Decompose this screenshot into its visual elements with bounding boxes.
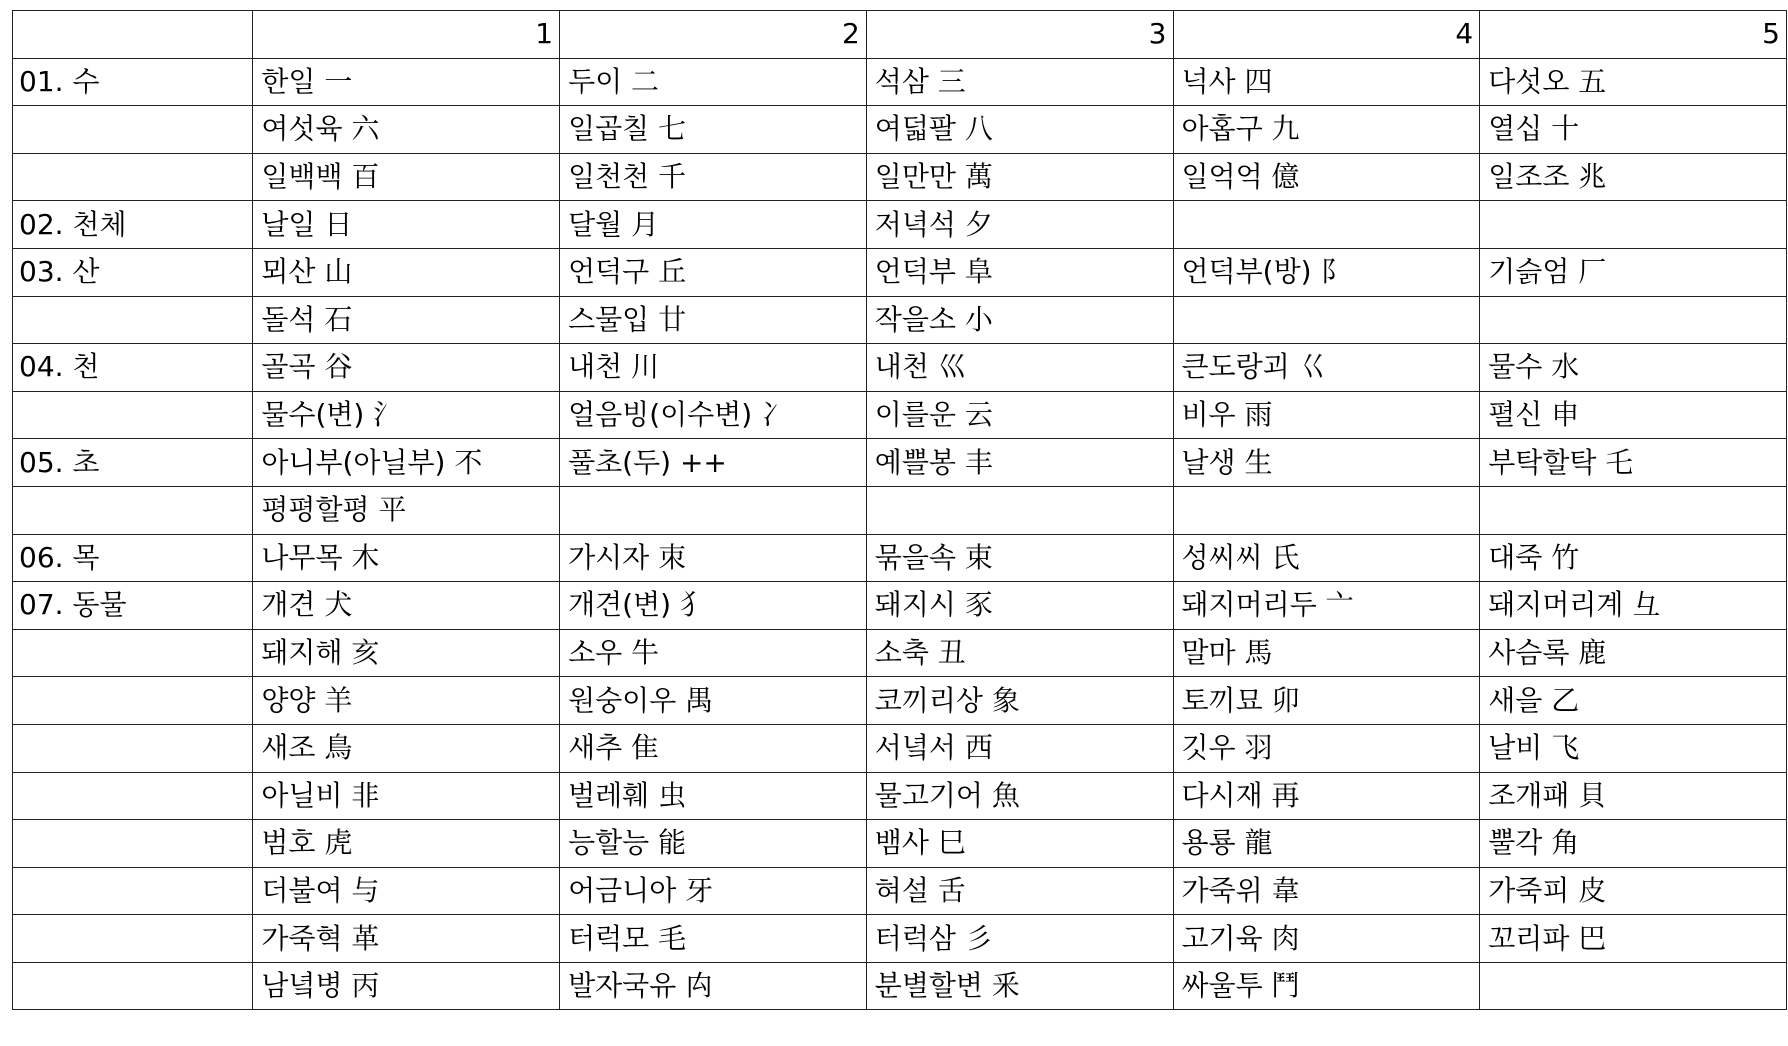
table-row	[13, 867, 1787, 915]
table-cell[interactable]: 물고기어 魚	[866, 772, 1173, 820]
category-cell[interactable]: 01. 수	[13, 58, 253, 106]
category-cell[interactable]	[13, 962, 253, 1010]
category-cell[interactable]	[13, 820, 253, 868]
table-cell[interactable]	[1173, 296, 1480, 344]
table-cell[interactable]: 언덕구 丘	[560, 248, 867, 296]
table-row	[13, 677, 1787, 725]
table-cell[interactable]: 벌레훼 虫	[560, 772, 867, 820]
table-cell[interactable]: 언덕부(방) 阝	[1173, 248, 1480, 296]
table-cell[interactable]: 용룡 龍	[1173, 820, 1480, 868]
table-cell[interactable]: 날일 日	[253, 201, 560, 249]
table-row	[13, 486, 1787, 534]
table-cell[interactable]: 큰도랑괴 巜	[1173, 344, 1480, 392]
table-cell[interactable]: 비우 雨	[1173, 391, 1480, 439]
table-cell[interactable]: 양양 羊	[253, 677, 560, 725]
table-row	[13, 201, 1787, 249]
table-row	[13, 153, 1787, 201]
spreadsheet-grid	[12, 10, 1787, 1010]
table-row	[13, 58, 1787, 106]
table-cell[interactable]: 일조조 兆	[1480, 153, 1787, 201]
table-row	[13, 962, 1787, 1010]
header-cell-col-5[interactable]: 5	[1480, 11, 1787, 59]
table-cell[interactable]: 개견(변) 犭	[560, 582, 867, 630]
table-row	[13, 629, 1787, 677]
table-cell[interactable]: 스물입 廿	[560, 296, 867, 344]
category-cell[interactable]: 03. 산	[13, 248, 253, 296]
category-cell[interactable]: 02. 천체	[13, 201, 253, 249]
table-cell[interactable]: 한일 一	[253, 58, 560, 106]
table-cell[interactable]: 다시재 再	[1173, 772, 1480, 820]
table-cell[interactable]: 저녁석 夕	[866, 201, 1173, 249]
category-cell[interactable]: 05. 초	[13, 439, 253, 487]
table-cell[interactable]: 날비 飞	[1480, 724, 1787, 772]
table-cell[interactable]: 서녘서 西	[866, 724, 1173, 772]
table-cell[interactable]: 여덟팔 八	[866, 106, 1173, 154]
category-cell[interactable]	[13, 724, 253, 772]
table-cell[interactable]: 혀설 舌	[866, 867, 1173, 915]
table-cell[interactable]: 새추 隹	[560, 724, 867, 772]
category-cell[interactable]	[13, 391, 253, 439]
table-cell[interactable]: 깃우 羽	[1173, 724, 1480, 772]
category-cell[interactable]	[13, 106, 253, 154]
table-cell[interactable]: 풀초(두) ++	[560, 439, 867, 487]
table-cell[interactable]: 돼지해 亥	[253, 629, 560, 677]
table-cell[interactable]: 뫼산 山	[253, 248, 560, 296]
table-row	[13, 534, 1787, 582]
table-cell[interactable]: 말마 馬	[1173, 629, 1480, 677]
table-cell[interactable]: 내천 川	[560, 344, 867, 392]
table-row	[13, 391, 1787, 439]
category-cell[interactable]	[13, 677, 253, 725]
table-cell[interactable]: 얼음빙(이수변) 冫	[560, 391, 867, 439]
table-cell[interactable]: 고기육 肉	[1173, 915, 1480, 963]
table-cell[interactable]: 남녘병 丙	[253, 962, 560, 1010]
table-cell[interactable]: 펼신 申	[1480, 391, 1787, 439]
table-cell[interactable]: 일천천 千	[560, 153, 867, 201]
table-cell[interactable]: 뿔각 角	[1480, 820, 1787, 868]
table-cell[interactable]	[1173, 201, 1480, 249]
table-cell[interactable]: 일만만 萬	[866, 153, 1173, 201]
table-cell[interactable]: 성씨씨 氏	[1173, 534, 1480, 582]
table-cell[interactable]: 돼지머리계 彑	[1480, 582, 1787, 630]
table-cell[interactable]: 일백백 百	[253, 153, 560, 201]
table-cell[interactable]: 아닐비 非	[253, 772, 560, 820]
header-cell-col-2[interactable]: 2	[560, 11, 867, 59]
table-cell[interactable]: 분별할변 釆	[866, 962, 1173, 1010]
table-cell[interactable]: 가죽위 韋	[1173, 867, 1480, 915]
table-cell[interactable]: 돼지머리두 亠	[1173, 582, 1480, 630]
table-row	[13, 820, 1787, 868]
table-cell[interactable]: 달월 月	[560, 201, 867, 249]
table-cell[interactable]: 가죽피 皮	[1480, 867, 1787, 915]
table-cell[interactable]: 일억억 億	[1173, 153, 1480, 201]
table-cell[interactable]: 대죽 竹	[1480, 534, 1787, 582]
table-cell[interactable]: 조개패 貝	[1480, 772, 1787, 820]
table-cell[interactable]: 아니부(아닐부) 不	[253, 439, 560, 487]
table-cell[interactable]: 물수 水	[1480, 344, 1787, 392]
table-cell[interactable]: 작을소 小	[866, 296, 1173, 344]
table-cell[interactable]: 부탁할탁 乇	[1480, 439, 1787, 487]
category-cell[interactable]	[13, 629, 253, 677]
table-cell[interactable]: 돌석 石	[253, 296, 560, 344]
table-row	[13, 296, 1787, 344]
table-row	[13, 582, 1787, 630]
table-cell[interactable]	[1480, 486, 1787, 534]
table-cell[interactable]: 아홉구 九	[1173, 106, 1480, 154]
category-cell[interactable]	[13, 296, 253, 344]
category-cell[interactable]: 04. 천	[13, 344, 253, 392]
table-cell[interactable]: 사슴록 鹿	[1480, 629, 1787, 677]
table-cell[interactable]: 넉사 四	[1173, 58, 1480, 106]
table-cell[interactable]: 내천 巛	[866, 344, 1173, 392]
header-cell-corner[interactable]	[13, 11, 253, 59]
table-cell[interactable]: 발자국유 禸	[560, 962, 867, 1010]
table-cell[interactable]: 꼬리파 巴	[1480, 915, 1787, 963]
table-cell[interactable]: 원숭이우 禺	[560, 677, 867, 725]
table-cell[interactable]: 여섯육 六	[253, 106, 560, 154]
table-cell[interactable]: 가시자 朿	[560, 534, 867, 582]
table-cell[interactable]	[1480, 962, 1787, 1010]
table-row	[13, 915, 1787, 963]
category-cell[interactable]: 06. 목	[13, 534, 253, 582]
table-cell[interactable]: 싸울투 鬥	[1173, 962, 1480, 1010]
table-cell[interactable]: 터럭모 毛	[560, 915, 867, 963]
table-row	[13, 772, 1787, 820]
category-cell[interactable]	[13, 915, 253, 963]
table-cell[interactable]: 뱀사 巳	[866, 820, 1173, 868]
table-cell[interactable]: 터럭삼 彡	[866, 915, 1173, 963]
header-row	[13, 11, 1787, 59]
table-row	[13, 724, 1787, 772]
category-cell[interactable]: 07. 동물	[13, 582, 253, 630]
table-row	[13, 344, 1787, 392]
table-cell[interactable]	[1480, 296, 1787, 344]
table-row	[13, 106, 1787, 154]
table-cell[interactable]	[1173, 486, 1480, 534]
table-cell[interactable]: 코끼리상 象	[866, 677, 1173, 725]
table-cell[interactable]: 나무목 木	[253, 534, 560, 582]
table-cell[interactable]: 범호 虎	[253, 820, 560, 868]
table-cell[interactable]: 기슭엄 厂	[1480, 248, 1787, 296]
table-cell[interactable]: 가죽혁 革	[253, 915, 560, 963]
header-cell-col-4[interactable]: 4	[1173, 11, 1480, 59]
header-cell-col-1[interactable]: 1	[253, 11, 560, 59]
table-cell[interactable]: 소우 牛	[560, 629, 867, 677]
table-cell[interactable]: 다섯오 五	[1480, 58, 1787, 106]
table-cell[interactable]	[1480, 201, 1787, 249]
table-cell[interactable]: 능할능 能	[560, 820, 867, 868]
table-cell[interactable]: 새조 鳥	[253, 724, 560, 772]
table-cell[interactable]: 두이 二	[560, 58, 867, 106]
table-cell[interactable]: 언덕부 阜	[866, 248, 1173, 296]
table-cell[interactable]: 토끼묘 卯	[1173, 677, 1480, 725]
table-cell[interactable]: 돼지시 豕	[866, 582, 1173, 630]
table-cell[interactable]: 물수(변) 氵	[253, 391, 560, 439]
table-cell[interactable]	[866, 486, 1173, 534]
table-cell[interactable]: 더불여 与	[253, 867, 560, 915]
table-cell[interactable]: 묶을속 束	[866, 534, 1173, 582]
category-cell[interactable]	[13, 153, 253, 201]
table-cell[interactable]: 일곱칠 七	[560, 106, 867, 154]
table-cell[interactable]: 개견 犬	[253, 582, 560, 630]
header-cell-col-3[interactable]: 3	[866, 11, 1173, 59]
table-cell[interactable]: 새을 乙	[1480, 677, 1787, 725]
table-cell[interactable]: 어금니아 牙	[560, 867, 867, 915]
table-cell[interactable]	[560, 486, 867, 534]
category-cell[interactable]	[13, 486, 253, 534]
table-cell[interactable]: 골곡 谷	[253, 344, 560, 392]
category-cell[interactable]	[13, 867, 253, 915]
table-cell[interactable]: 석삼 三	[866, 58, 1173, 106]
table-row	[13, 439, 1787, 487]
table-cell[interactable]: 이를운 云	[866, 391, 1173, 439]
table-cell[interactable]: 열십 十	[1480, 106, 1787, 154]
table-cell[interactable]: 평평할평 平	[253, 486, 560, 534]
table-cell[interactable]: 날생 生	[1173, 439, 1480, 487]
table-row	[13, 248, 1787, 296]
category-cell[interactable]	[13, 772, 253, 820]
table-cell[interactable]: 소축 丑	[866, 629, 1173, 677]
table-cell[interactable]: 예쁠봉 丰	[866, 439, 1173, 487]
